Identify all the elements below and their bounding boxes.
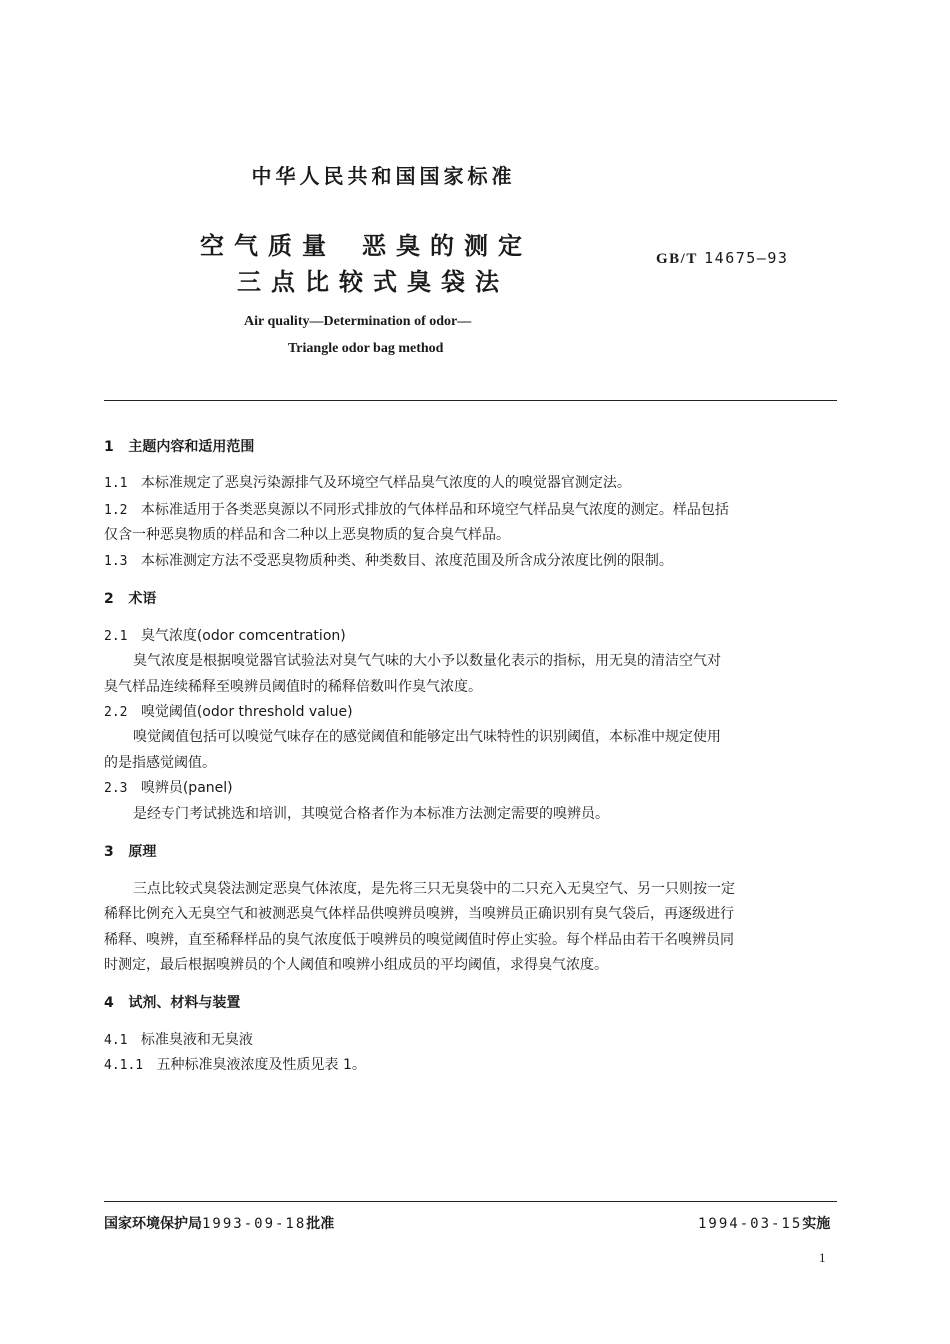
clause-text: 标准臭液和无臭液 (140, 1032, 253, 1048)
section-1-heading (104, 436, 254, 456)
header-divider (104, 400, 837, 401)
section-title: 原理 (128, 844, 157, 860)
title-cn-1b: 恶臭的测定 (362, 232, 532, 260)
clause-2-2-line-1: 嗅觉阈值包括可以嗅觉气味存在的感觉阈值和能够定出气味特性的识别阈值，本标准中规定使用 (133, 729, 721, 745)
section-number: 3 (104, 844, 114, 860)
clause-1-2-continued: 仅含一种恶臭物质的样品和含二种以上恶臭物质的复合臭气样品。 (104, 527, 510, 543)
code-number: 14675—93 (704, 249, 789, 267)
title-cn-line-2: 三点比较式臭袋法 (237, 268, 509, 296)
section-3-heading (104, 841, 156, 861)
section-title: 术语 (128, 591, 157, 607)
section-title: 主题内容和适用范围 (128, 439, 255, 455)
clause-title: 臭气浓度(odor comcentration) (140, 628, 346, 644)
clause-2-2-line-2: 的是指感觉阈值。 (104, 755, 216, 771)
approve-date: 1993-09-18 (202, 1216, 307, 1232)
clause-number: 1.2 (104, 503, 128, 518)
standard-code (656, 249, 788, 268)
section-3-line-3: 稀释、嗅辨，直至稀释样品的臭气浓度低于嗅辨员的嗅觉阈值时停止实验。每个样品由若干名嗅辨员同 (104, 932, 734, 948)
standard-org-title: 中华人民共和国国家标准 (251, 164, 516, 188)
title-en-line-2: Triangle odor bag method (288, 341, 444, 356)
clause-number: 2.3 (104, 781, 128, 796)
clause-4-1-1 (104, 1054, 366, 1074)
clause-number: 4.1 (104, 1033, 128, 1048)
effective-date: 1994-03-15 (698, 1216, 803, 1232)
clause-number: 1.1 (104, 476, 128, 491)
section-number: 4 (104, 995, 114, 1011)
section-2-heading (104, 588, 156, 608)
title-cn-line-1 (200, 226, 532, 261)
clause-title: 嗅觉阈值(odor threshold value) (140, 704, 353, 720)
page-number: 1 (819, 1250, 826, 1265)
clause-text: 本标准适用于各类恶臭源以不同形式排放的气体样品和环境空气样品臭气浓度的测定。样品包括 (140, 502, 729, 518)
effective-label: 实施 (802, 1216, 831, 1232)
clause-number: 1.3 (104, 554, 128, 569)
clause-2-1-title (104, 625, 346, 645)
approval-line (104, 1213, 334, 1233)
clause-2-3-title (104, 777, 233, 797)
footer-divider (104, 1201, 837, 1202)
clause-1-1 (104, 472, 631, 492)
clause-2-1-line-2: 臭气样品连续稀释至嗅辨员阈值时的稀释倍数叫作臭气浓度。 (104, 679, 482, 695)
section-number: 2 (104, 591, 114, 607)
clause-text: 本标准测定方法不受恶臭物质种类、种类数目、浓度范围及所含成分浓度比例的限制。 (140, 553, 673, 569)
approve-org: 国家环境保护局 (104, 1216, 202, 1232)
clause-2-2-title (104, 701, 353, 721)
section-title: 试剂、材料与装置 (128, 995, 241, 1011)
section-3-line-2: 稀释比例充入无臭空气和被测恶臭气体样品供嗅辨员嗅辨，当嗅辨员正确识别有臭气袋后，再逐级进行 (104, 906, 734, 922)
clause-1-3 (104, 550, 673, 570)
clause-number: 2.1 (104, 629, 128, 644)
clause-number: 4.1.1 (104, 1058, 144, 1073)
approve-label: 批准 (306, 1216, 335, 1232)
section-3-line-1: 三点比较式臭袋法测定恶臭气体浓度，是先将三只无臭袋中的二只充入无臭空气、另一只则按一定 (133, 881, 735, 897)
clause-2-1-line-1: 臭气浓度是根据嗅觉器官试验法对臭气气味的大小予以数量化表示的指标，用无臭的清洁空气对 (133, 653, 721, 669)
clause-text: 本标准规定了恶臭污染源排气及环境空气样品臭气浓度的人的嗅觉器官测定法。 (140, 475, 631, 491)
clause-number: 2.2 (104, 705, 128, 720)
clause-4-1 (104, 1029, 253, 1049)
title-cn-1a: 空气质量 (200, 232, 336, 260)
section-4-heading (104, 992, 240, 1012)
clause-text: 五种标准臭液浓度及性质见表 1。 (156, 1057, 366, 1073)
effective-line (698, 1213, 830, 1233)
title-en-line-1: Air quality—Determination of odor— (244, 314, 472, 329)
clause-2-3-line-1: 是经专门考试挑选和培训，其嗅觉合格者作为本标准方法测定需要的嗅辨员。 (133, 806, 609, 822)
section-3-line-4: 时测定，最后根据嗅辨员的个人阈值和嗅辨小组成员的平均阈值，求得臭气浓度。 (104, 957, 608, 973)
clause-1-2 (104, 499, 729, 519)
section-number: 1 (104, 439, 114, 455)
code-prefix: GB/T (656, 251, 698, 267)
clause-title: 嗅辨员(panel) (140, 780, 233, 796)
